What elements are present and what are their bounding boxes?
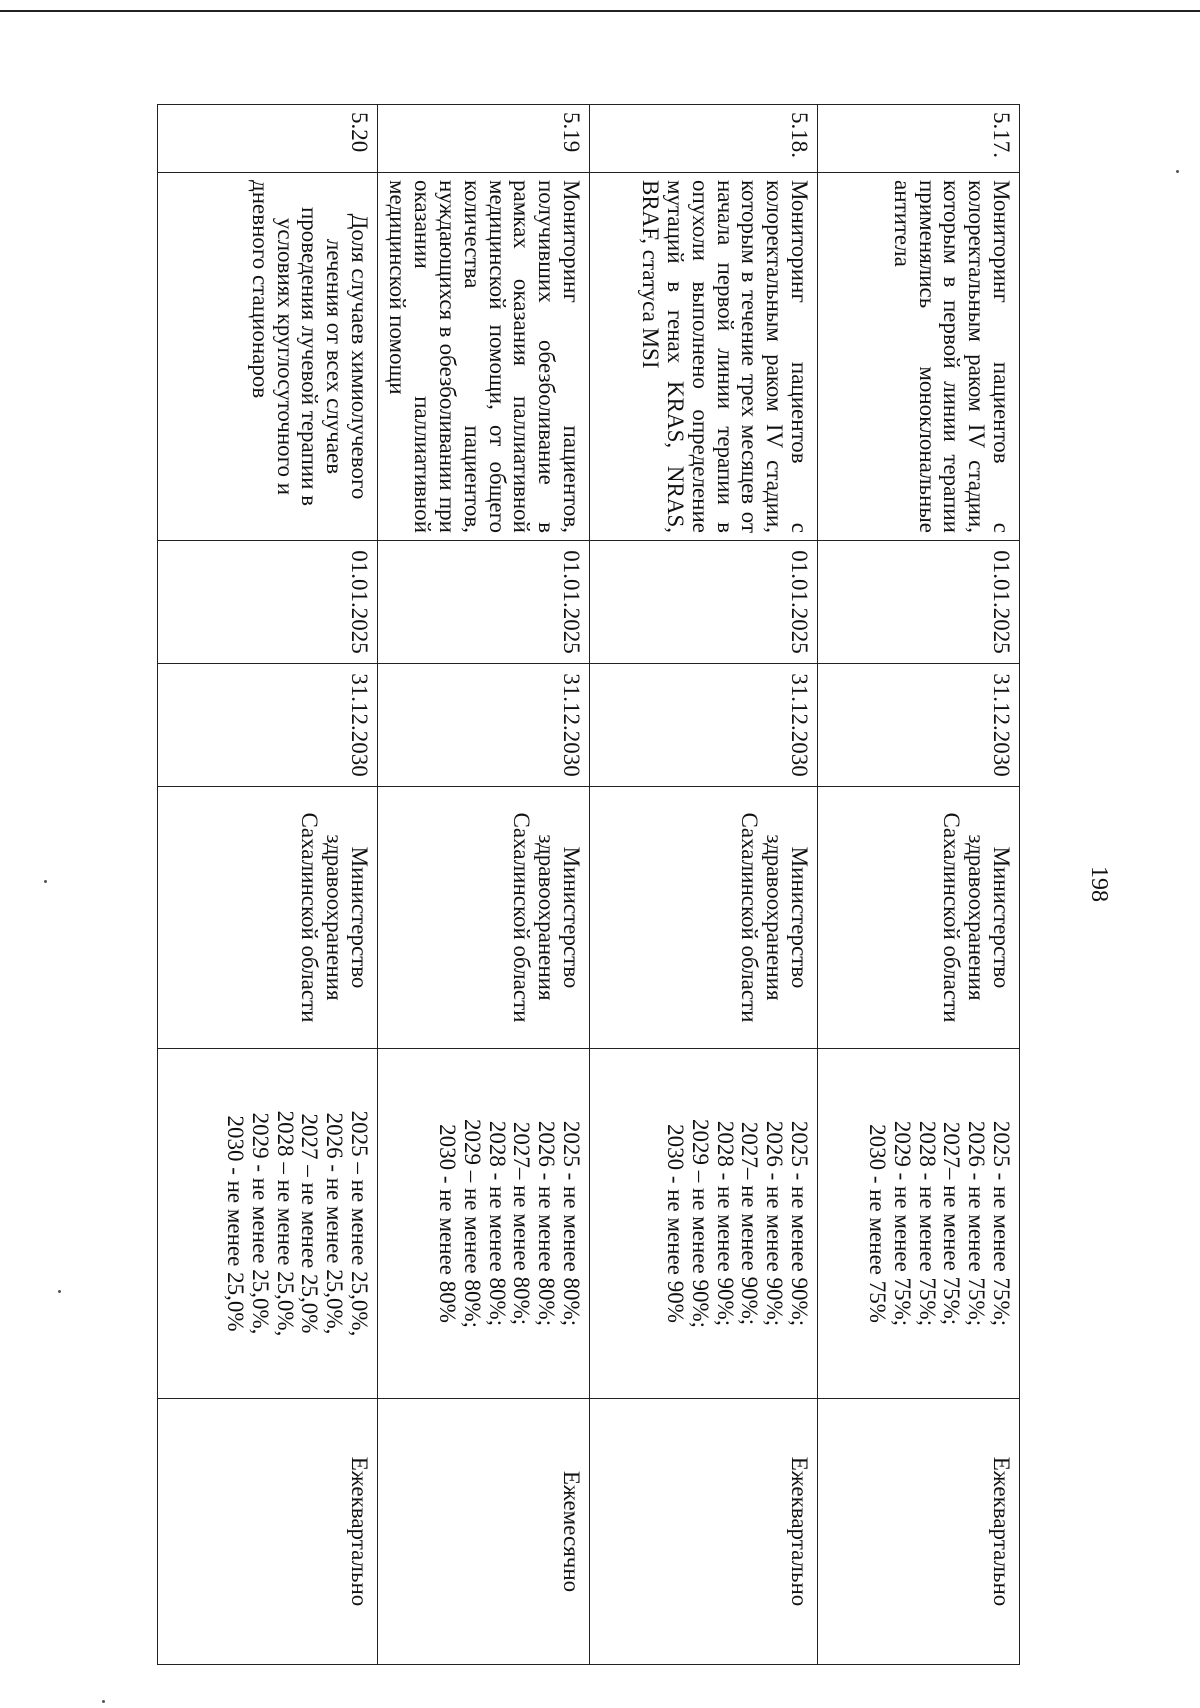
target-value: 2025 - не менее 80%;	[559, 1120, 584, 1327]
row-number: 5.18.	[590, 105, 818, 173]
target-value: 2030 - не менее 25,0%	[222, 1115, 248, 1332]
table-row	[158, 105, 378, 1665]
start-date: 01.01.2025	[158, 541, 378, 664]
target-value: 2025 - не менее 75%;	[989, 1120, 1014, 1327]
start-date: 01.01.2025	[378, 541, 590, 664]
start-date: 01.01.2025	[590, 541, 818, 664]
start-date: 01.01.2025	[818, 541, 1020, 664]
target-value: 2028 - не менее 75%;	[914, 1120, 940, 1327]
target-value: 2027 – не менее 25,0%	[297, 1113, 323, 1334]
target-value: 2029 - не менее 75%;	[889, 1120, 915, 1327]
responsible-body: Министерство здравоохранения Сахалинской области	[590, 787, 818, 1049]
end-date: 31.12.2030	[590, 664, 818, 787]
frequency: Ежеквартально	[818, 1399, 1020, 1665]
target-value: 2030 - не менее 75%	[864, 1124, 890, 1323]
responsible-body: Министерство здравоохранения Сахалинской области	[158, 787, 378, 1049]
monitoring-table	[157, 104, 1020, 1665]
target-value: 2026 - не менее 80%;	[534, 1120, 560, 1327]
target-values	[590, 1049, 818, 1399]
frequency: Ежеквартально	[158, 1399, 378, 1665]
responsible-body: Министерство здравоохранения Сахалинской области	[378, 787, 590, 1049]
target-value: 2025 - не менее 90%;	[787, 1120, 812, 1327]
end-date: 31.12.2030	[378, 664, 590, 787]
target-value: 2026 - не менее 90%;	[762, 1120, 788, 1327]
scan-speck	[44, 880, 47, 883]
target-value: 2028 - не менее 80%;	[484, 1120, 510, 1327]
table-row	[378, 105, 590, 1665]
rotated-page-content	[158, 104, 1112, 1664]
table-row	[818, 105, 1020, 1665]
row-number: 5.17.	[818, 105, 1020, 173]
target-value: 2027– не менее 75%;	[939, 1121, 965, 1326]
indicator-name: Мониторинг пациентов с колоректальным раком IV стадии, которым в течение трех месяцев от начала первой линии терапии в опухоли выполнено определение мутаций в генах KRAS, NRAS, BRAF, статуса MSI	[590, 173, 818, 541]
indicator-name: Мониторинг пациентов, получивших обезболивание в рамках оказания паллиативной медицинской помощи, от общего количества пациентов, нуждающихся в обезболивании при оказании паллиативной медицинской помощи	[378, 173, 590, 541]
frequency: Ежемесячно	[378, 1399, 590, 1665]
target-value: 2026 - не менее 25,0%,	[322, 1112, 348, 1335]
scan-speck	[102, 1700, 105, 1703]
frequency: Ежеквартально	[590, 1399, 818, 1665]
scan-top-rule	[0, 10, 1200, 12]
target-values	[818, 1049, 1020, 1399]
target-value: 2030 - не менее 80%	[434, 1124, 460, 1323]
scan-speck	[58, 1290, 61, 1293]
responsible-body: Министерство здравоохранения Сахалинской области	[818, 787, 1020, 1049]
row-number: 5.20	[158, 105, 378, 173]
target-value: 2029 – не менее 90%;	[687, 1118, 713, 1329]
target-values	[158, 1049, 378, 1399]
indicator-name: Мониторинг пациентов с колоректальным раком IV стадии, которым в первой линии терапии применялись моноклональные антитела	[818, 173, 1020, 541]
target-value: 2027– не менее 90%;	[737, 1121, 763, 1326]
target-value: 2029 - не менее 25,0%,	[247, 1112, 273, 1335]
table-row	[590, 105, 818, 1665]
page-number: 198	[1086, 866, 1112, 902]
indicator-name: Доля случаев химиолучевого лечения от всех случаев проведения лучевой терапии в условиях круглосуточного и дневного стационаров	[158, 173, 378, 541]
end-date: 31.12.2030	[818, 664, 1020, 787]
target-value: 2025 – не менее 25,0%,	[347, 1110, 372, 1337]
target-value: 2027– не менее 80%;	[509, 1121, 535, 1326]
row-number: 5.19	[378, 105, 590, 173]
end-date: 31.12.2030	[158, 664, 378, 787]
target-values	[378, 1049, 590, 1399]
target-value: 2026 - не менее 75%;	[964, 1120, 990, 1327]
target-value: 2028 – не менее 25,0%,	[272, 1110, 298, 1337]
target-value: 2028 - не менее 90%;	[712, 1120, 738, 1327]
scan-speck	[1176, 170, 1179, 173]
target-value: 2030 - не менее 90%	[662, 1124, 688, 1323]
target-value: 2029 – не менее 80%;	[459, 1118, 485, 1329]
